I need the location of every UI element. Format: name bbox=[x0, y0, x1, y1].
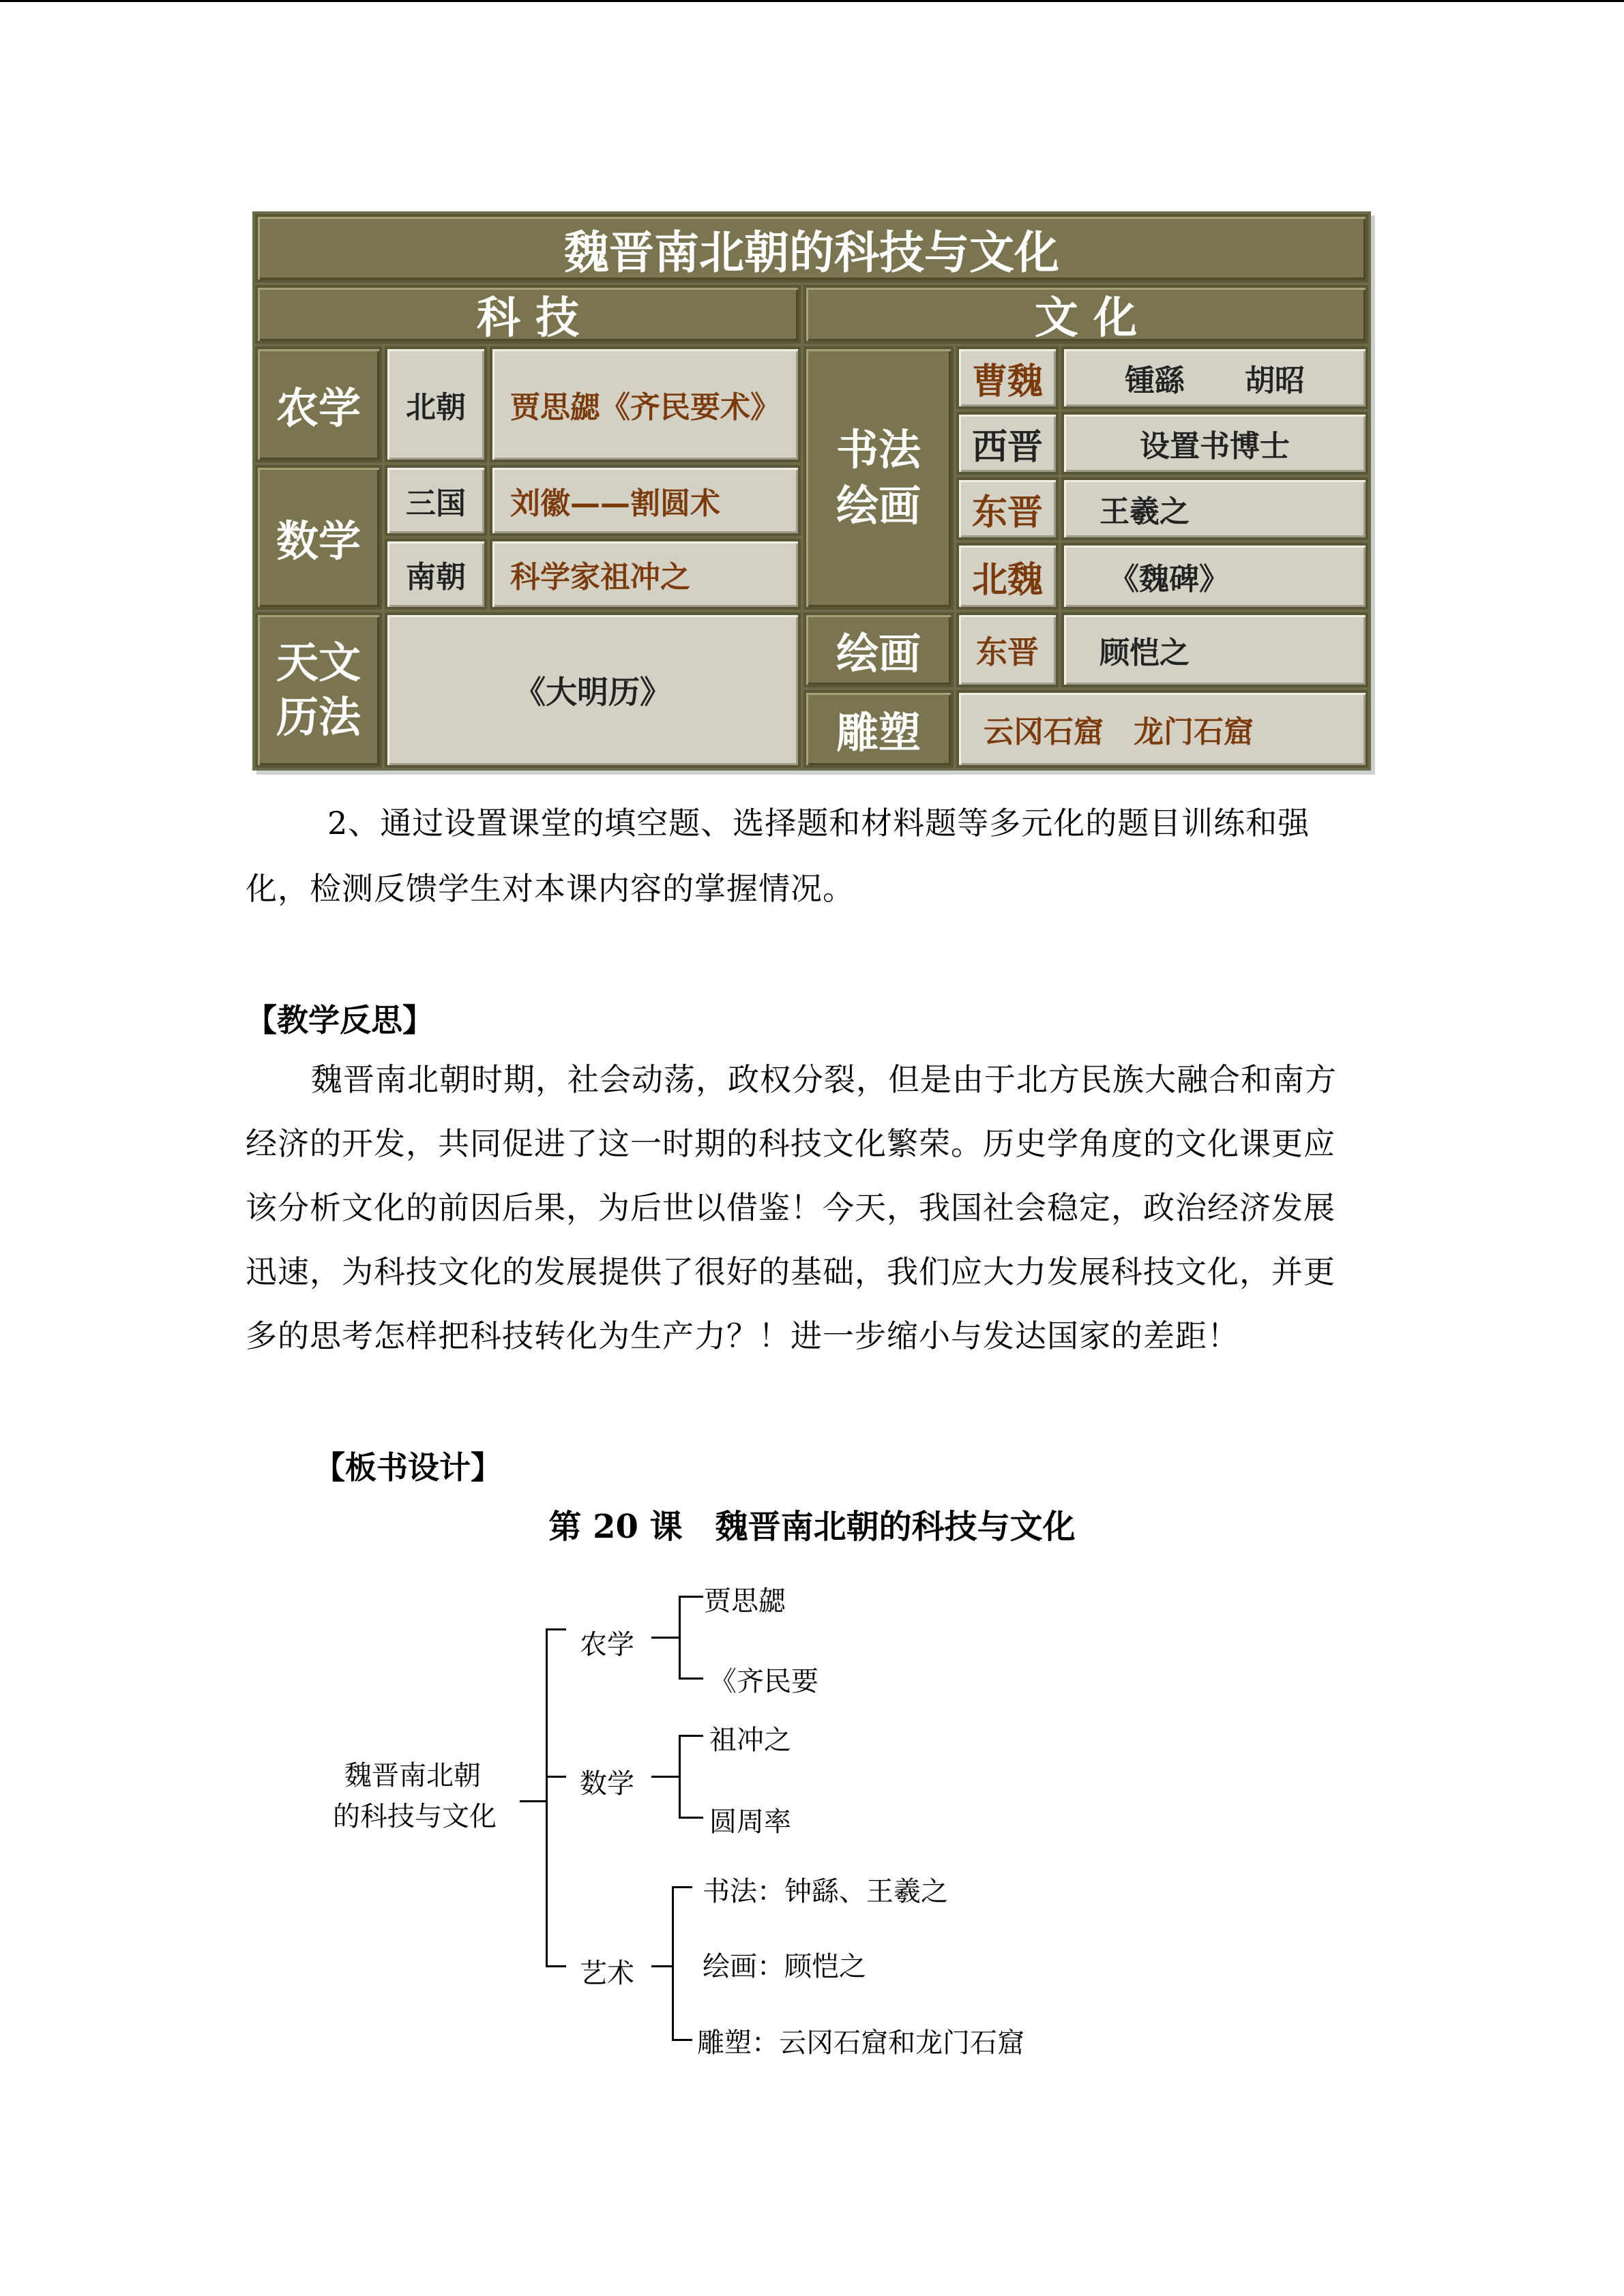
top-border bbox=[0, 0, 1624, 2]
tree-line bbox=[546, 1628, 566, 1630]
reflection-line-2: 经济的开发，共同促进了这一时期的科技文化繁荣。历史学角度的文化课更应 bbox=[246, 1125, 1335, 1162]
tree-line bbox=[546, 1776, 566, 1778]
reflection-heading: 【教学反思】 bbox=[246, 1002, 434, 1039]
calligraphy-content-2: 设置书博士 bbox=[1061, 412, 1368, 475]
tree-art-item-3: 雕塑：云冈石窟和龙门石窟 bbox=[697, 2027, 1024, 2059]
math-era-2: 南朝 bbox=[385, 539, 487, 610]
tree-agri-item-2: 《齐民要 bbox=[709, 1666, 818, 1697]
tree-line bbox=[520, 1800, 546, 1802]
paragraph2-line2: 化，检测反馈学生对本课内容的掌握情况。 bbox=[246, 870, 855, 907]
tree-agri-label: 农学 bbox=[580, 1629, 634, 1660]
board-title: 第 20 课 魏晋南北朝的科技与文化 bbox=[548, 1508, 1076, 1546]
tree-line bbox=[679, 1678, 703, 1680]
tree-line bbox=[672, 2039, 692, 2041]
tree-math-label: 数学 bbox=[580, 1768, 634, 1800]
tree-art-item-1: 书法：钟繇、王羲之 bbox=[703, 1876, 948, 1907]
tree-line bbox=[679, 1735, 681, 1818]
reflection-line-4: 迅速，为科技文化的发展提供了很好的基础，我们应大力发展科技文化，并更 bbox=[246, 1253, 1335, 1290]
tree-line bbox=[679, 1596, 703, 1598]
summary-table bbox=[252, 211, 1371, 771]
tech-header: 科 技 bbox=[255, 285, 801, 344]
reflection-line-5: 多的思考怎样把科技转化为生产力？！进一步缩小与发达国家的差距！ bbox=[246, 1317, 1239, 1354]
agri-label: 农学 bbox=[255, 346, 382, 462]
tree-math-item-1: 祖冲之 bbox=[709, 1725, 791, 1756]
tree-agri-item-1: 贾思勰 bbox=[704, 1585, 786, 1617]
board-heading: 【板书设计】 bbox=[314, 1449, 502, 1486]
tree-math-item-2: 圆周率 bbox=[709, 1806, 791, 1838]
math-era-1: 三国 bbox=[385, 465, 487, 536]
tree-line bbox=[651, 1965, 672, 1967]
tree-line bbox=[672, 1886, 674, 2040]
calligraphy-era-2: 西晋 bbox=[956, 412, 1059, 475]
agri-era: 北朝 bbox=[385, 346, 487, 462]
tree-art-item-2: 绘画：顾恺之 bbox=[703, 1951, 866, 1982]
astro-content: 《大明历》 bbox=[385, 612, 801, 768]
tree-line bbox=[672, 1886, 692, 1888]
table-title: 魏晋南北朝的科技与文化 bbox=[255, 214, 1368, 282]
calligraphy-content-4: 《魏碑》 bbox=[1061, 543, 1368, 610]
agri-content: 贾思勰《齐民要术》 bbox=[490, 346, 801, 462]
tree-line bbox=[679, 1817, 703, 1819]
reflection-line-3: 该分析文化的前因后果，为后世以借鉴！今天，我国社会稳定，政治经济发展 bbox=[246, 1189, 1335, 1226]
math-content-1: 刘徽——割圆术 bbox=[490, 465, 801, 536]
tree-line bbox=[679, 1735, 703, 1737]
tree-line bbox=[546, 1628, 548, 1967]
math-content-2: 科学家祖冲之 bbox=[490, 539, 801, 610]
painting-era: 东晋 bbox=[956, 612, 1059, 687]
math-label: 数学 bbox=[255, 465, 382, 610]
paragraph2-line1: 2、通过设置课堂的填空题、选择题和材料题等多元化的题目训练和强 bbox=[327, 805, 1310, 841]
tree-root-line2: 的科技与文化 bbox=[333, 1801, 497, 1832]
culture-header: 文 化 bbox=[803, 285, 1368, 344]
painting-content: 顾恺之 bbox=[1061, 612, 1368, 687]
calligraphy-era-3: 东晋 bbox=[956, 477, 1059, 540]
tree-line bbox=[546, 1965, 566, 1967]
reflection-line-1: 魏晋南北朝时期，社会动荡，政权分裂，但是由于北方民族大融合和南方 bbox=[311, 1061, 1337, 1098]
tree-root-line1: 魏晋南北朝 bbox=[344, 1760, 481, 1791]
astro-label: 天文 历法 bbox=[255, 612, 382, 768]
sculpture-content: 云冈石窟 龙门石窟 bbox=[956, 690, 1368, 768]
calligraphy-label: 书法 绘画 bbox=[803, 346, 954, 610]
calligraphy-era-1: 曹魏 bbox=[956, 346, 1059, 409]
calligraphy-content-1: 锺繇 胡昭 bbox=[1061, 346, 1368, 409]
calligraphy-era-4: 北魏 bbox=[956, 543, 1059, 610]
painting-label: 绘画 bbox=[803, 612, 954, 687]
calligraphy-content-3: 王羲之 bbox=[1061, 477, 1368, 540]
tree-line bbox=[679, 1596, 681, 1679]
tree-line bbox=[651, 1637, 679, 1639]
tree-line bbox=[651, 1776, 679, 1778]
sculpture-label: 雕塑 bbox=[803, 690, 954, 768]
tree-art-label: 艺术 bbox=[580, 1958, 634, 1989]
